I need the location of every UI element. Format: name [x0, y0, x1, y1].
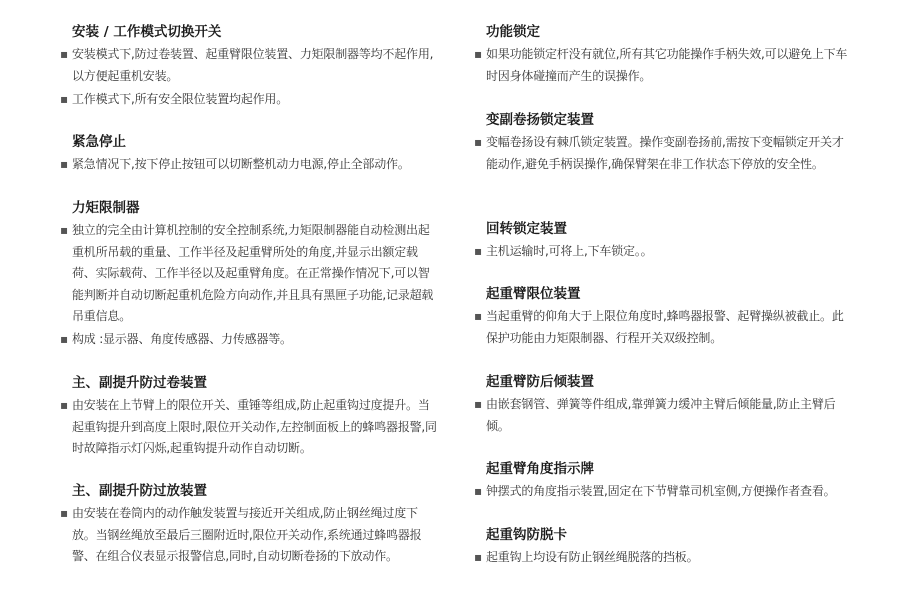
bullet-marker: ▪ — [60, 47, 69, 61]
bullet-text: 独立的完全由计算机控制的安全控制系统,力矩限制器能自动检测出起重机所吊载的重量、工作半径及起重臂所处的角度,并显示出额定载荷、实际载荷、工作半径以及起重臂角度。在正常操作情况下,可以智能判断并自动切断起重机危险方向动作,并且具有黑匣子功能,记录超载吊重信息。 — [72, 223, 434, 324]
bullet-marker: ▪ — [60, 157, 69, 171]
bullet-item — [474, 394, 854, 438]
bullet-text: 主机运输时,可将上,下车锁定。。 — [486, 244, 653, 258]
bullet-text: 起重钩上均设有防止钢丝绳脱落的挡板。 — [486, 550, 699, 564]
bullet-item — [474, 44, 854, 88]
bullet-marker: ▪ — [474, 550, 483, 564]
section-title: 起重钩防脱卡 — [486, 527, 567, 543]
bullet-marker: ▪ — [474, 309, 483, 323]
section-title: 主、副提升防过卷装置 — [72, 375, 207, 391]
bullet-text: 安装模式下,防过卷装置、起重臂限位装置、力矩限制器等均不起作用,以方便起重机安装。 — [72, 47, 434, 83]
bullet-item — [60, 44, 440, 88]
section-title: 安装 / 工作模式切换开关 — [72, 24, 222, 40]
section-emergency-stop — [60, 133, 440, 183]
bullet-marker: ▪ — [60, 92, 69, 106]
bullet-text: 由安装在上节臂上的限位开关、重锤等组成,防止起重钩过度提升。当起重钩提升到高度上限时,限位开关动作,左控制面板上的蜂鸣器报警,同时故障指示灯闪烁,起重钩提升动作自动切断。 — [72, 398, 437, 456]
bullet-text: 变幅卷扬设有棘爪锁定装置。操作变副卷扬前,需按下变幅锁定开关才能动作,避免手柄误操作,确保臂架在非工作状态下停放的安全性。 — [486, 135, 844, 171]
section-title: 主、副提升防过放装置 — [72, 483, 207, 499]
bullet-text: 构成 :显示器、角度传感器、力传感器等。 — [72, 332, 292, 346]
bullet-marker: ▪ — [60, 223, 69, 237]
bullet-item — [60, 154, 440, 176]
bullet-text: 钟摆式的角度指示装置,固定在下节臂靠司机室侧,方便操作者查看。 — [486, 484, 836, 498]
bullet-text: 当起重臂的仰角大于上限位角度时,蜂鸣器报警、起臂操纵被截止。此保护功能由力矩限制器、行程开关双级控制。 — [486, 309, 844, 345]
section-title: 回转锁定装置 — [486, 221, 567, 237]
section-boom-limit — [474, 285, 854, 355]
section-function-lock — [474, 23, 854, 93]
section-luffing-winch-lock — [474, 111, 854, 201]
bullet-marker: ▪ — [474, 484, 483, 498]
section-title: 变副卷扬锁定装置 — [486, 112, 594, 128]
section-hook-safety-latch — [474, 526, 854, 572]
bullet-item — [60, 220, 440, 330]
section-title: 紧急停止 — [72, 134, 126, 150]
bullet-marker: ▪ — [60, 398, 69, 412]
bullet-marker: ▪ — [474, 397, 483, 411]
bullet-item — [60, 329, 440, 351]
bullet-marker: ▪ — [474, 135, 483, 149]
section-slew-lock — [474, 220, 854, 266]
section-boom-angle-indicator — [474, 460, 854, 506]
bullet-item — [474, 306, 854, 350]
section-title: 起重臂防后倾装置 — [486, 374, 594, 390]
bullet-marker: ▪ — [474, 47, 483, 61]
section-title: 起重臂角度指示牌 — [486, 461, 594, 477]
section-anti-overrelease — [60, 482, 440, 592]
bullet-item — [474, 481, 854, 503]
bullet-text: 如果功能锁定杆没有就位,所有其它功能操作手柄失效,可以避免上下车时因身体碰撞而产生的误操作。 — [486, 47, 848, 83]
section-torque-limiter — [60, 199, 440, 354]
bullet-text: 工作模式下,所有安全限位装置均起作用。 — [72, 92, 289, 106]
bullet-text: 由嵌套钢管、弹簧等件组成,靠弹簧力缓冲主臂后倾能量,防止主臂后倾。 — [486, 397, 836, 433]
section-install-mode-switch — [60, 23, 440, 113]
bullet-text: 由安装在卷筒内的动作触发装置与接近开关组成,防止钢丝绳过度下放。当钢丝绳放至最后三圈附近时,限位开关动作,系统通过蜂鸣器报警、在组合仪表显示报警信息,同时,自动切断卷扬的下放动作。 — [72, 506, 422, 564]
bullet-marker: ▪ — [60, 506, 69, 520]
bullet-marker: ▪ — [474, 244, 483, 258]
bullet-item — [474, 241, 854, 263]
bullet-text: 紧急情况下,按下停止按钮可以切断整机动力电源,停止全部动作。 — [72, 157, 410, 171]
section-title: 力矩限制器 — [72, 200, 140, 216]
section-boom-backstop — [474, 373, 854, 443]
bullet-marker: ▪ — [60, 332, 69, 346]
section-anti-overwind — [60, 374, 440, 464]
bullet-item — [60, 89, 440, 111]
bullet-item — [60, 503, 440, 591]
section-title: 起重臂限位装置 — [486, 286, 581, 302]
bullet-item — [474, 132, 854, 198]
bullet-item — [60, 395, 440, 461]
section-title: 功能锁定 — [486, 24, 540, 40]
bullet-item — [474, 547, 854, 569]
